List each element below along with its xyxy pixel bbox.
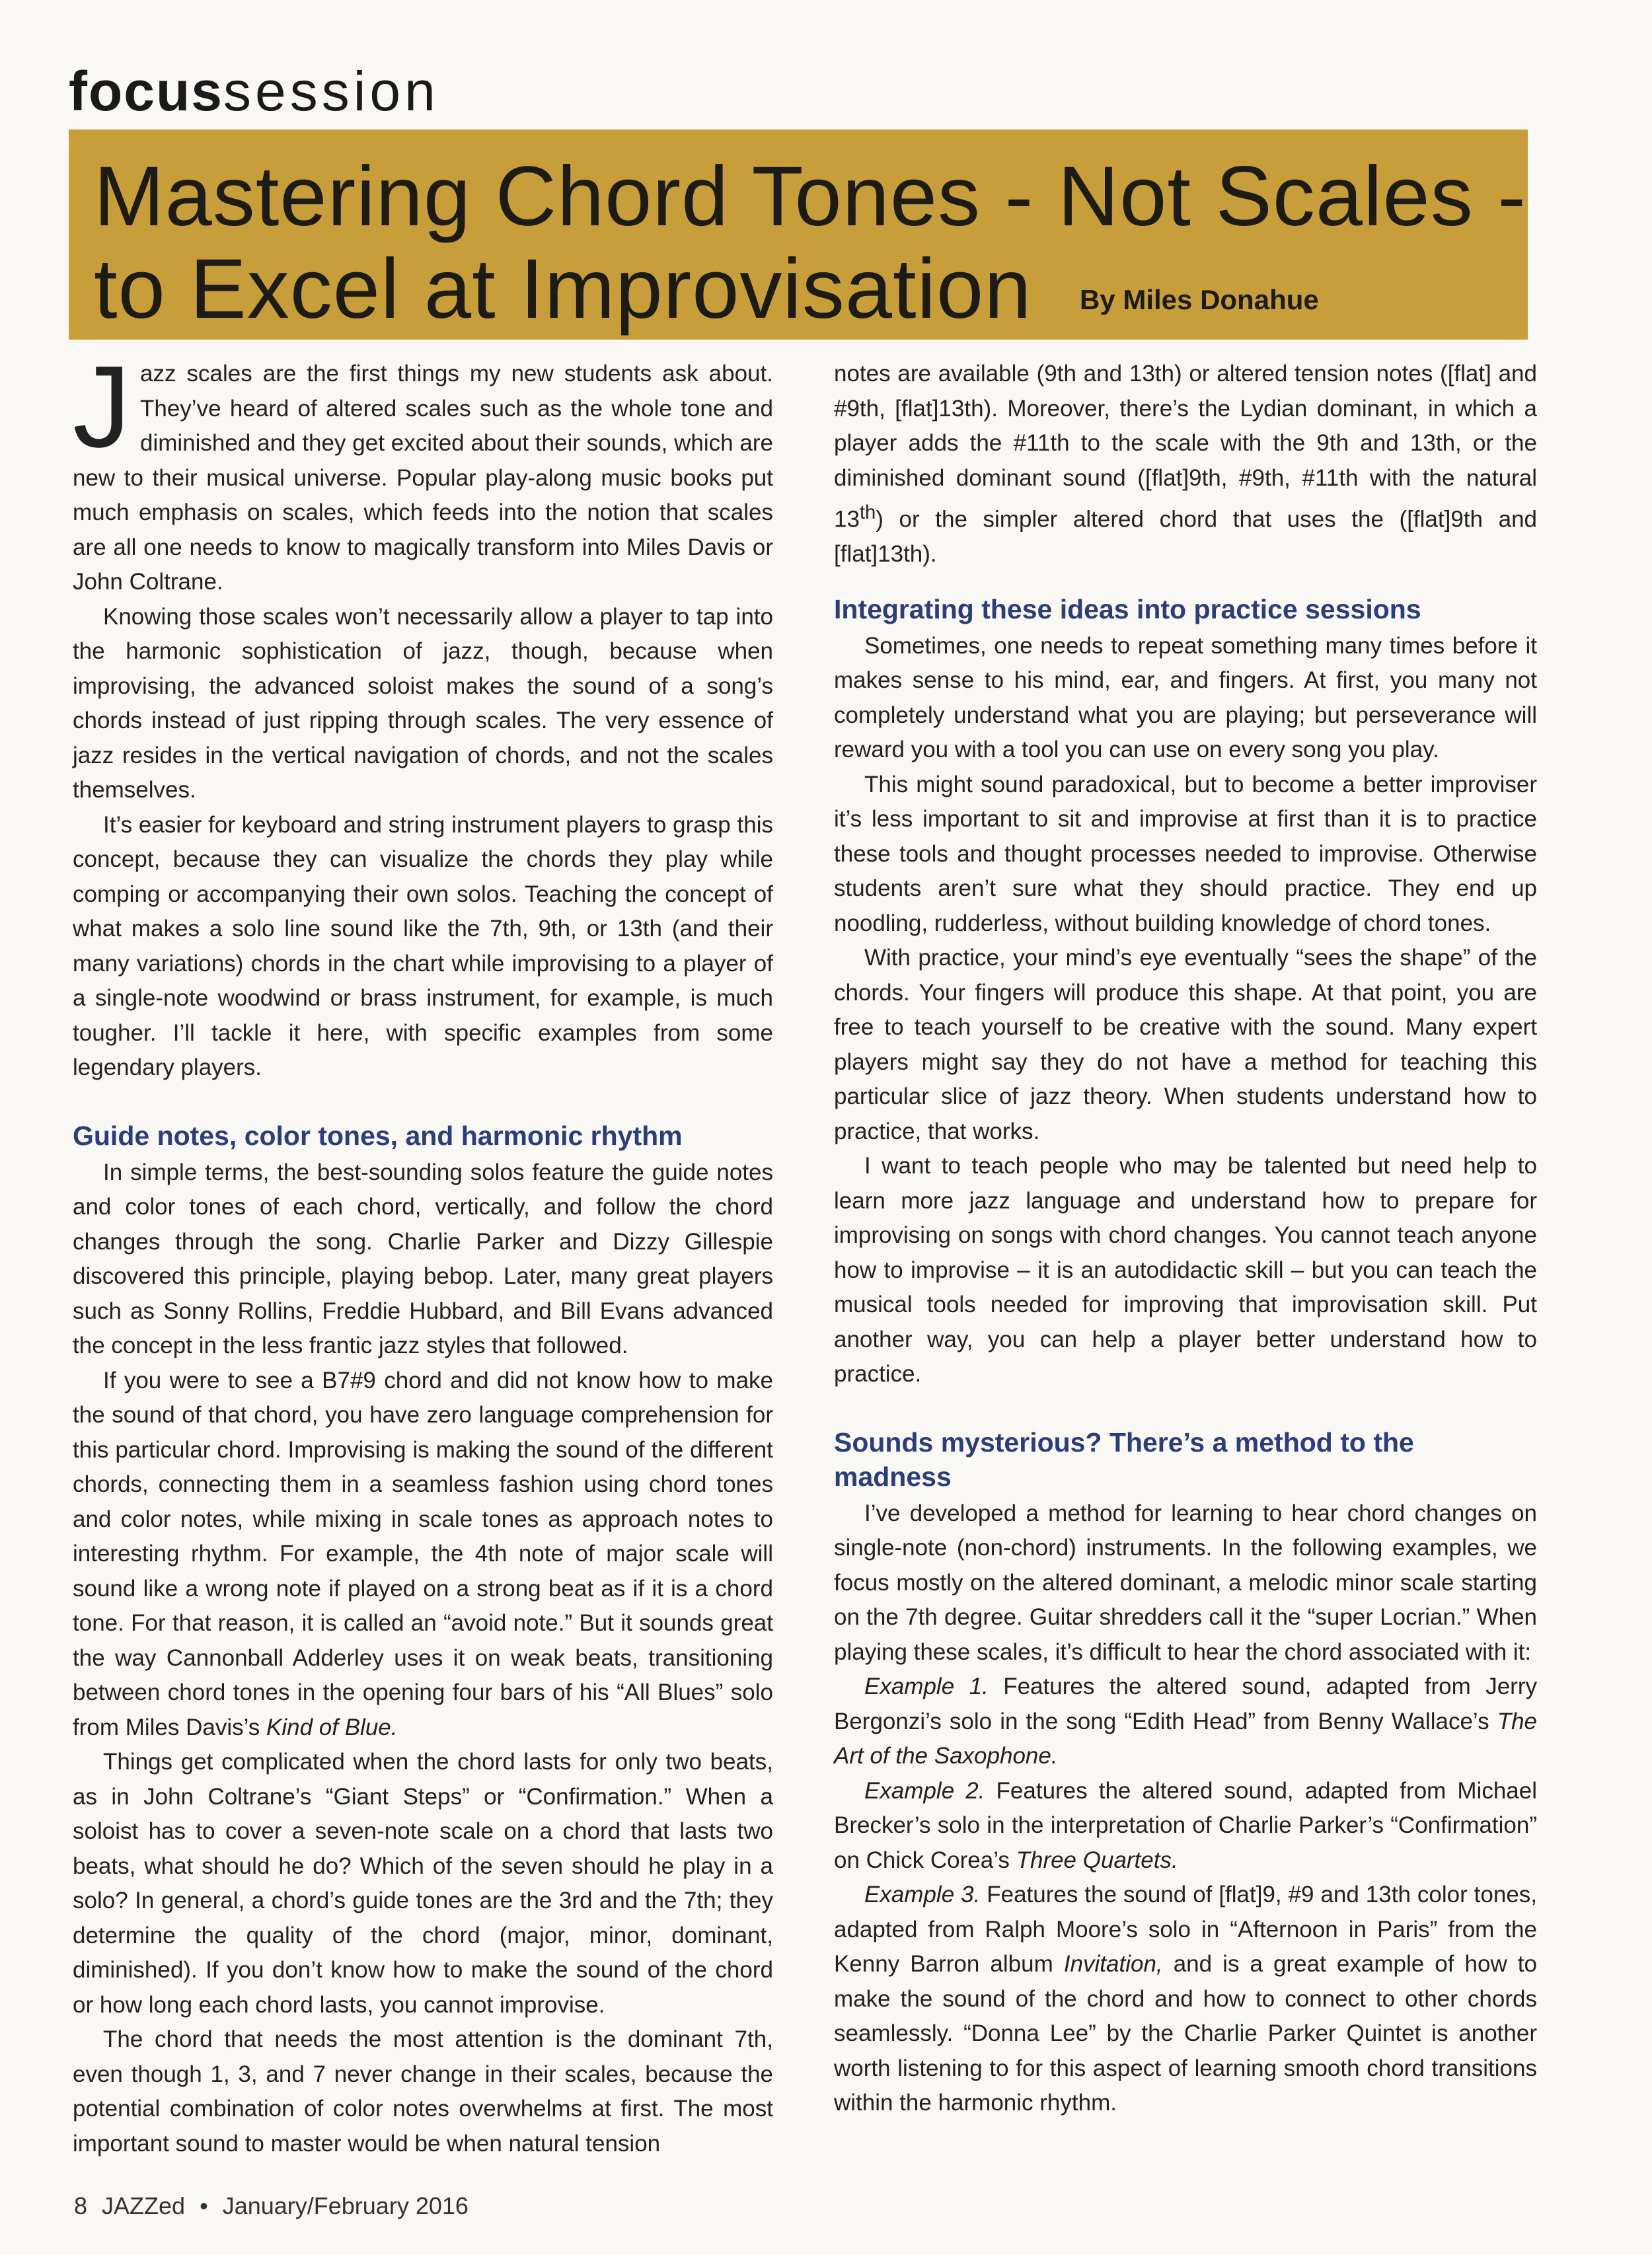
example-label: Example 3. [864,1882,981,1908]
paragraph: Things get complicated when the chord lasts for only two beats, as in John Coltrane’s “Giant Steps” or “Confirmation.” When a soloist has to cover a seven-note scale on a chord that lasts two beats, what should he do? Which of the seven should he play in a solo? In general, a chord’s guide tones are the 3rd and the 7th; they determine the quality of the chord (major, minor, dominant, diminished). If you don’t know how to make the sound of the chord or how long each chord lasts, you cannot improvise. [73,1749,773,2018]
paragraph-text: Features the altered sound, adapted from Jerry Bergonzi’s solo in the song “Edith Head” from Benny Wallace’s [834,1674,1537,1734]
kicker-bold: focus [69,60,224,122]
paragraph-text: ) or the simpler altered chord that uses the ([flat]9th and [flat]13th). [834,506,1537,568]
left-column [73,342,773,2161]
paragraph: Jazz scales are the first things my new students ask about. They’ve heard of altered scales such as the whole tone and diminished and they get excited about their sounds, which are new to their musical universe. Popular play-along music books put much emphasis on scales, which feeds into the notion that scales are all one needs to know to magically transform into Miles Davis or John Coltrane. [73,342,773,595]
paragraph-text: notes are available (9th and 13th) or altered tension notes ([flat] and #9th, [flat]13th). Moreover, there’s the Lydian dominant, in which a player adds the #11th to the scale with the 9th and 13th, or the diminished dominant sound ([flat]9th, #9th, #11th with the natural 13 [834,361,1537,533]
issue-date: January/February 2016 [222,2192,469,2219]
paragraph [834,357,1537,572]
paragraph: With practice, your mind’s eye eventually “sees the shape” of the chords. Your fingers will produce this shape. At that point, you are free to teach yourself to be creative with the sound. Many expert players might say they do not have a method for teaching this particular slice of jazz theory. When students understand how to practice, that works. [834,945,1537,1144]
paragraph: I’ve developed a method for learning to hear chord changes on single-note (non-chord) instruments. In the following examples, we focus mostly on the altered dominant, a melodic minor scale starting on the 7th degree. Guitar shredders call it the “super Locrian.” When playing these scales, it’s difficult to hear the chord associated with it: [834,1500,1537,1665]
example-paragraph [834,1774,1537,1878]
paragraph [73,1364,773,1746]
section-heading: Guide notes, color tones, and harmonic rhythm [73,1120,683,1151]
article-title-line-1: Mastering Chord Tones - Not Scales - [94,149,1526,244]
right-column [834,357,1537,2121]
album-title: The Art of the Saxophone. [834,1708,1537,1769]
paragraph: In simple terms, the best-sounding solos feature the guide notes and color tones of each chord, vertically, and follow the chord changes through the song. Charlie Parker and Dizzy Gillespie discovered this principle, playing bebop. Later, many great players such as Sonny Rollins, Freddie Hubbard, and Bill Evans advanced the concept in the less frantic jazz styles that followed. [73,1159,773,1358]
paragraph-text: Features the sound of [flat]9, #9 and 13th color tones, adapted from Ralph Moore’s solo in “Afternoon in Paris” from the Kenny Barron album [834,1882,1538,1978]
section-kicker [69,58,439,124]
paragraph: It’s easier for keyboard and string instrument players to grasp this concept, because they can visualize the chords they play while comping or accompanying their own solos. Teaching the concept of what makes a solo line sound like the 7th, 9th, or 13th (and their many variations) chords in the chart while improvising to a player of a single-note woodwind or brass instrument, for example, is much tougher. I’ll tackle it here, with specific examples from some legendary players. [73,811,773,1080]
example-paragraph [834,1878,1537,2121]
page-footer [74,2192,483,2220]
paragraph: Knowing those scales won’t necessarily allow a player to tap into the harmonic sophistication of jazz, though, because when improvising, the advanced soloist makes the sound of a song’s chords instead of just ripping through scales. The very essence of jazz resides in the vertical navigation of chords, and not the scales themselves. [73,603,773,803]
footer-separator: • [200,2192,208,2219]
paragraph-text: and is a great example of how to make the sound of the chord and how to connect to other chords seamlessly. “Donna Lee” by the Charlie Parker Quintet is another worth listening to for this aspect of learning smooth chord transitions within the harmonic rhythm. [834,1951,1537,2116]
superscript: th [859,502,876,523]
example-label: Example 2. [864,1777,985,1804]
example-paragraph [834,1670,1537,1774]
paragraph-text: If you were to see a B7#9 chord and did not know how to make the sound of that chord, you have zero language comprehension for this particular chord. Improvising is making the sound of the different chords, connecting them in a seamless fashion using chord tones and color notes, while mixing in scale tones as approach notes to interesting rhythm. For example, the 4th note of major scale will sound like a wrong note if played on a strong beat as if it is a chord tone. For that reason, it is called an “avoid note.” But it sounds great the way Cannonball Adderley uses it on weak beats, transitioning between chord tones in the opening four bars of his “All Blues” solo from Miles Davis’s [73,1367,773,1740]
magazine-name: JAZZed [102,2192,186,2219]
kicker-light: session [223,60,439,122]
album-title: Invitation, [1063,1951,1163,1978]
paragraph: The chord that needs the most attention is the dominant 7th, even though 1, 3, and 7 never change in their scales, because the potential combination of color notes overwhelms at first. The most important sound to master would be when natural tension [73,2026,773,2157]
paragraph: I want to teach people who may be talented but need help to learn more jazz language and understand how to prepare for improvising on songs with chord changes. You cannot teach anyone how to improvise – it is an autodidactic skill – but you can teach the musical tools needed for improving that improvisation skill. Put another way, you can help a player better understand how to practice. [834,1153,1537,1387]
byline: By Miles Donahue [1080,284,1319,315]
album-title: Kind of Blue. [266,1714,398,1740]
paragraph: This might sound paradoxical, but to become a better improviser it’s less important to sit and improvise at first than it is to practice these tools and thought processes needed to improvise. Otherwise students aren’t sure what they should practice. They end up noodling, rudderless, without building knowledge of chord tones. [834,771,1537,936]
article-title-line-2: to Excel at Improvisation [94,242,1032,336]
page-number: 8 [74,2192,88,2219]
album-title: Three Quartets. [1016,1847,1178,1873]
section-heading: Sounds mysterious? There’s a method to the madness [834,1426,1414,1492]
example-label: Example 1. [864,1674,989,1700]
section-heading: Integrating these ideas into practice sessions [834,593,1421,624]
paragraph-text: Features the altered sound, adapted from Michael Brecker’s solo in the interpretation of Charlie Parker’s “Confirmation” on Chick Corea’s [834,1777,1537,1873]
paragraph: Sometimes, one needs to repeat something many times before it makes sense to his mind, ear, and fingers. At first, you many not completely understand what you are playing; but perseverance will reward you with a tool you can use on every song you play. [834,632,1537,763]
